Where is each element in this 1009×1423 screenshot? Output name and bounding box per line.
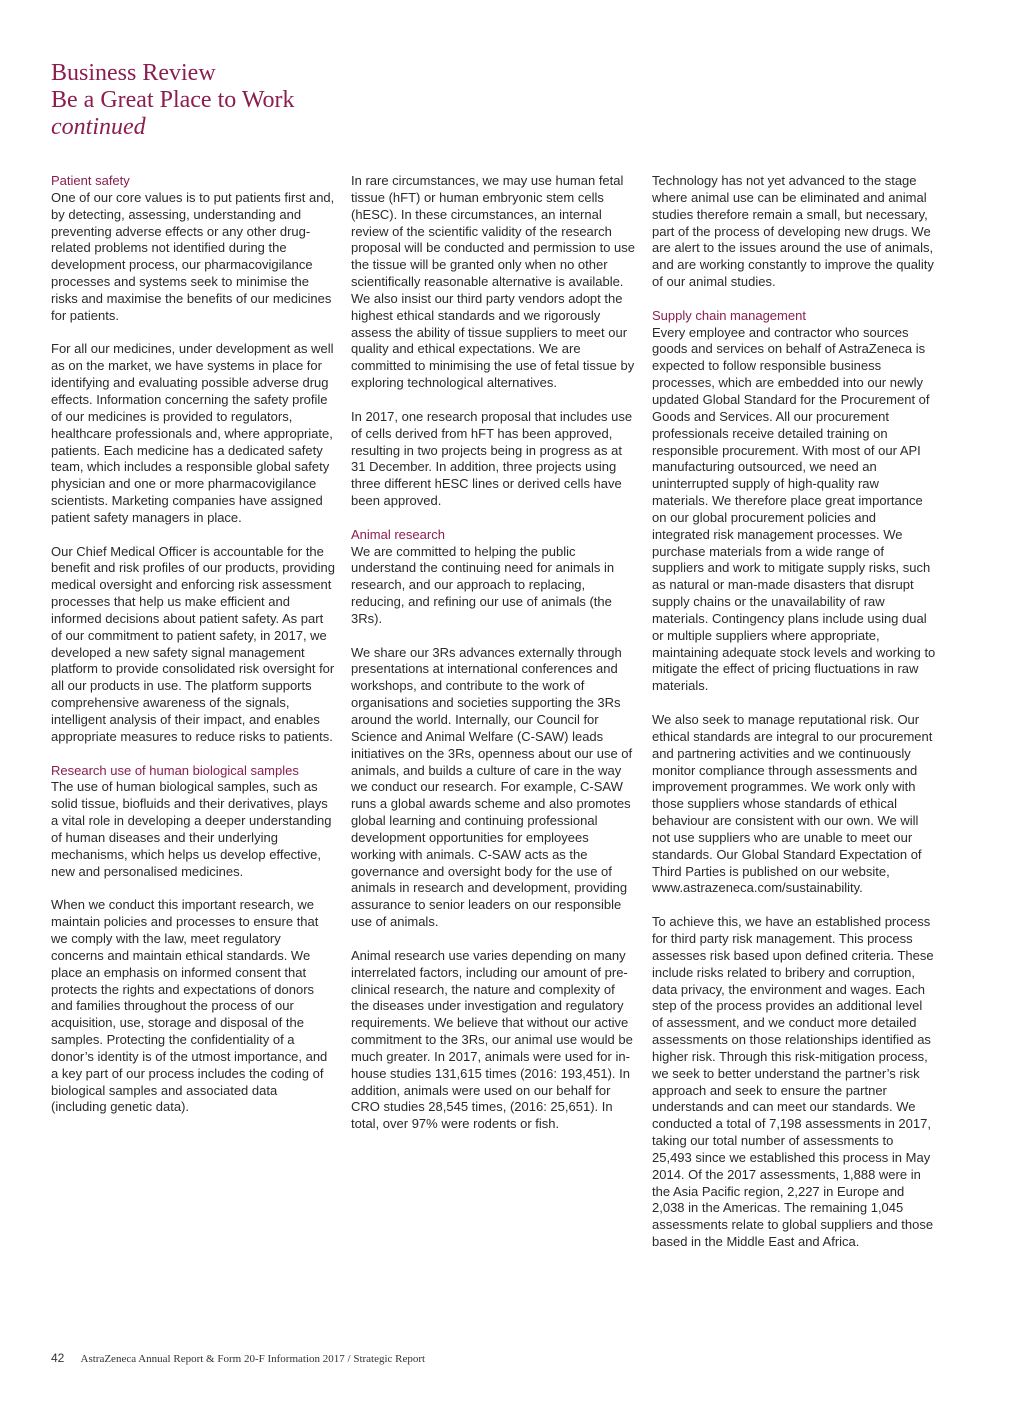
paragraph: To achieve this, we have an established process for third party risk management. This process assesses risk based upon defined criteria. These include risks related to bribery and corruption, data privacy, the environment and wages. Each step of the process provides an additional level of assessment, and we conduct more detailed assessments on those relationships identified as higher risk. Through this risk-mitigation process, we seek to better understand the partner’s risk approach and seek to ensure the partner understands and can meet our standards. We conducted a total of 7,198 assessments in 2017, taking our total number of assessments to 25,493 since we established this process in May 2014. Of the 2017 assessments, 1,888 were in the Asia Pacific region, 2,227 in Europe and 2,038 in the Americas. The remaining 1,045 assessments relate to global suppliers and those based in the Middle East and Africa. [652,914,934,1250]
paragraph: The use of human biological samples, such as solid tissue, biofluids and their derivatives, plays a vital role in developing a deeper understanding of human diseases and their underlying mechanisms, which helps us develop effective, new and personalised medicines. [51,779,332,879]
paragraph: We are committed to helping the public understand the continuing need for animals in research, and our approach to replacing, reducing, and refining our use of animals (the 3Rs). [351,543,615,626]
paragraph: We also seek to manage reputational risk. Our ethical standards are integral to our procurement and partnering activities and we continuously monitor compliance through assessments and improvement programmes. We work only with those suppliers whose standards of ethical behaviour are consistent with our own. We will not use suppliers who are unable to meet our standards. Our Global Standard Expectation of Third Parties is published on our website, www.astrazeneca.com/sustainability. [652,712,933,896]
paragraph: Technology has not yet advanced to the stage where animal use can be eliminated and animal studies therefore remain a small, but necessary, part of the process of developing new drugs. We are alert to the issues around the use of animals, and are working constantly to improve the quality of our animal studies. [652,173,934,290]
paragraph: Animal research use varies depending on many interrelated factors, including our amount of pre-clinical research, the nature and complexity of the diseases under investigation and regulatory requirements. We believe that without our active commitment to the 3Rs, our animal use would be much greater. In 2017, animals were used for in-house studies 131,615 times (2016: 193,451). In addition, animals were used on our behalf for CRO studies 28,545 times, (2016: 25,651). In total, over 97% were rodents or fish. [351,947,633,1132]
page-footer [51,1351,425,1365]
paragraph: When we conduct this important research, we maintain policies and processes to ensure that we comply with the law, meet regulatory concerns and maintain ethical standards. We place an emphasis on informed consent that protects the rights and expectations of donors and families throughout the process of our acquisition, use, storage and disposal of the samples. Protecting the confidentiality of a donor’s identity is of the utmost importance, and a key part of our process includes the coding of biological samples and associated data (including genetic data). [51,897,328,1115]
title-section: Business Review [51,60,216,86]
title-subsection: Be a Great Place to Work [51,87,295,113]
heading-research-samples: Research use of human biological samples [51,762,299,778]
heading-supply-chain: Supply chain management [652,307,806,323]
paragraph: For all our medicines, under development as well as on the market, we have systems in place for identifying and evaluating possible adverse drug effects. Information concerning the safety profile of our medicines is provided to regulators, healthcare professionals and, where appropriate, patients. Each medicine has a dedicated safety team, which includes a responsible global safety physician and one or more pharmacovigilance scientists. Marketing companies have assigned patient safety managers in place. [51,341,334,525]
column-2 [351,173,635,1150]
paragraph: In 2017, one research proposal that includes use of cells derived from hFT has been approved, resulting in two projects being in progress as at 31 December. In addition, three projects using three different hESC lines or derived cells have been approved. [351,408,633,509]
page-title [51,60,295,141]
paragraph: Our Chief Medical Officer is accountable for the benefit and risk profiles of our products, providing medical oversight and enforcing risk assessment processes that help us make efficient and informed decisions about patient safety. As part of our commitment to patient safety, in 2017, we developed a new safety signal management platform to provide consolidated risk oversight for all our products in use. The platform supports comprehensive awareness of the signals, intelligent analysis of their impact, and enables appropriate measures to reduce risks to patients. [51,543,335,744]
paragraph: We share our 3Rs advances externally through presentations at international conferences and workshops, and contribute to the work of organisations and societies supporting the 3Rs around the world. Internally, our Council for Science and Animal Welfare (C-SAW) leads initiatives on the 3Rs, openness about our use of animals, and builds a culture of care in the way we conduct our research. For example, C-SAW runs a global awards scheme and also promotes global learning and continuing professional development opportunities for employees working with animals. C-SAW acts as the governance and oversight body for the use of animals in research and development, providing assurance to senior leaders on our responsible use of animals. [351,644,633,930]
page-number: 42 [51,1351,65,1365]
paragraph: Every employee and contractor who sources goods and services on behalf of AstraZeneca is expected to follow responsible business processes, which are embedded into our newly updated Global Standard for the Procurement of Goods and Services. All our procurement professionals receive detailed training on responsible procurement. With most of our API manufacturing outsourced, we need an uninterrupted supply of high-quality raw materials. We therefore place great importance on our global procurement policies and integrated risk management processes. We purchase materials from a wide range of suppliers and work to mitigate supply risks, such as natural or man-made disasters that disrupt supply chains or the unavailability of raw materials. Contingency plans include using dual or multiple suppliers where appropriate, maintaining adequate stock levels and working to mitigate the effect of pricing fluctuations in raw materials. [652,324,936,694]
paragraph: In rare circumstances, we may use human fetal tissue (hFT) or human embryonic stem cells (hESC). In these circumstances, an internal review of the scientific validity of the research proposal will be conducted and permission to use the tissue will be granted only when no other scientifically reasonable alternative is available. We also insist our third party vendors adopt the highest ethical standards and we rigorously assess the ability of tissue suppliers to meet our quality and ethical expectations. We are committed to minimising the use of fetal tissue by exploring technological alternatives. [351,173,636,391]
footer-text: AstraZeneca Annual Report & Form 20-F Information 2017 / Strategic Report [80,1353,426,1365]
column-3 [652,173,936,1268]
title-continued: continued [51,114,146,140]
paragraph: One of our core values is to put patients first and, by detecting, assessing, understanding and preventing adverse effects or any other drug-related problems not identified during the development process, our pharmacovigilance processes and systems seek to minimise the risks and maximise the benefits of our medicines for patients. [51,189,335,323]
heading-animal-research: Animal research [351,526,445,542]
heading-patient-safety: Patient safety [51,173,130,188]
column-1 [51,173,335,1133]
